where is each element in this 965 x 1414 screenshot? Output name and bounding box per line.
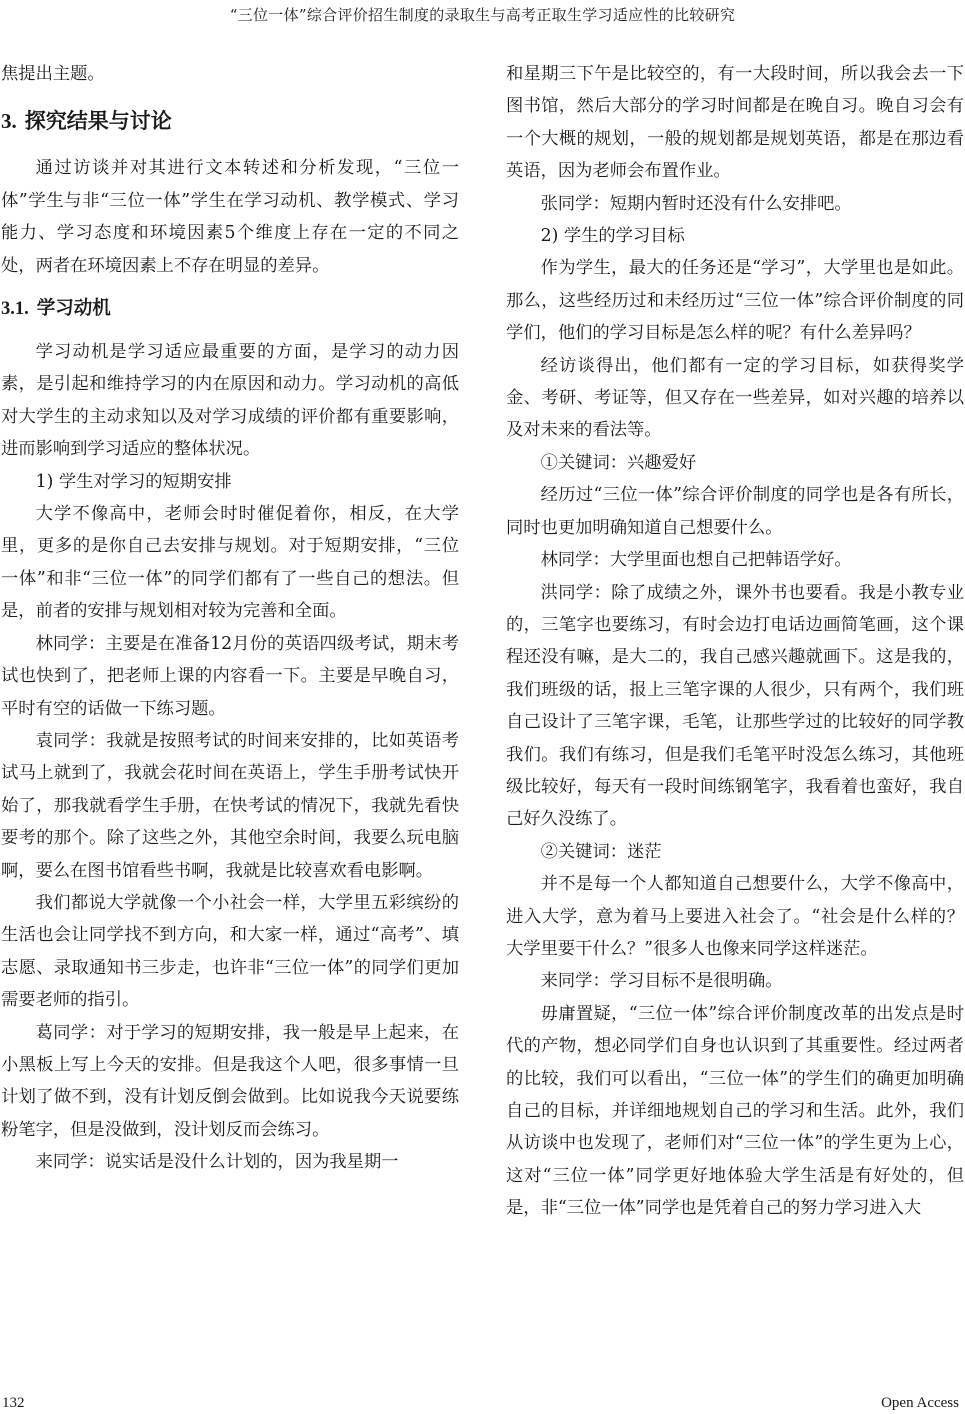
paragraph-interview-lai-start: 来同学：说实话是没什么计划的，因为我星期一 [35, 1152, 399, 1173]
paragraph-interview-zhang: 张同学：短期内暂时还没有什么安排吧。 [540, 193, 852, 214]
subsection-title: 学习动机 [36, 298, 111, 320]
subsection-number: 3.1. [1, 299, 29, 320]
paragraph-society: 我们都说大学就像一个小社会一样，大学里五彩缤纷的生活也会让同学找不到方向，和大家一样，通过“高考”、填志愿、录取通知书三步走，也许非“三位一体”的同学们更加需要老师的指引。 [1, 892, 459, 1011]
paragraph-keyword-interest: 经历过“三位一体”综合评价制度的同学也是各有所长，同时也更加明确知道自己想要什么。 [506, 485, 964, 538]
right-column [506, 58, 964, 1225]
list-item-2: 2) 学生的学习目标 [540, 226, 685, 247]
paragraph-interview-lai-cont: 和星期三下午是比较空的，有一大段时间，所以我会去一下图书馆，然后大部分的学习时间都是在晚自习。晚自习会有一个大概的规划，一般的规划都是规划英语，都是在那边看英语，因为老师会布置作业。 [506, 64, 964, 182]
paragraph-interview-lin: 林同学：主要是在准备12月份的英语四级考试，期末考试也快到了，把老师上课的内容看一下。主要是早晚自习，平时有空的话做一下练习题。 [1, 633, 459, 719]
paragraph-motivation: 学习动机是学习适应最重要的方面，是学习的动力因素，是引起和维持学习的内在原因和动力。学习动机的高低对大学生的主动求知以及对学习成绩的评价都有重要影响，进而影响到学习适应的整体状况。 [1, 342, 459, 460]
section-title: 探究结果与讨论 [24, 109, 172, 134]
paragraph-interview-hong: 洪同学：除了成绩之外，课外书也要看。我是小教专业的，三笔字也要练习，有时会边打电话边画简笔画，这个课程还没有嘛，是大二的，我自己感兴趣就画下。这是我的，我们班级的话，报上三笔字课的人很少，只有两个，我们班自己设计了三笔字课，毛笔，让那些学过的比较好的同学教我们。我们有练习，但是我们毛笔平时没怎么练习，其他班级比较好，每天有一段时间练钢笔字，我看着也蛮好，我自己好久没练了。 [506, 582, 964, 830]
paragraph-interview-yuan: 袁同学：我就是按照考试的时间来安排的，比如英语考试马上就到了，我就会花时间在英语上，学生手册考试快开始了，那我就看学生手册，在快考试的情况下，我就先看快要考的那个。除了这些之外，其他空余时间，我要么玩电脑啊，要么在图书馆看些书啊，我就是比较喜欢看电影啊。 [1, 730, 459, 881]
section-heading-3 [1, 104, 459, 138]
paragraph-continuation: 焦提出主题。 [1, 64, 105, 84]
paragraph-interview-lin-2: 林同学：大学里面也想自己把韩语学好。 [540, 550, 852, 571]
paragraph-goal-findings: 经访谈得出，他们都有一定的学习目标，如获得奖学金、考研、考证等，但又存在一些差异，如对兴趣的培养以及对未来的看法等。 [506, 355, 964, 441]
page-number: 132 [2, 1395, 25, 1411]
running-title: “三位一体”综合评价招生制度的录取生与高考正取生学习适应性的比较研究 [229, 6, 736, 24]
paragraph-interview-lai-2: 来同学：学习目标不是很明确。 [540, 971, 783, 992]
keyword-confusion: ②关键词：迷茫 [540, 841, 662, 862]
paragraph-short-term: 大学不像高中，老师会时时催促着你，相反，在大学里，更多的是你自己去安排与规划。对于短期安排，“三位一体”和非“三位一体”的同学们都有了一些自己的想法。但是，前者的安排与规划相对较为完善和全面。 [1, 504, 459, 622]
keyword-interest: ①关键词：兴趣爱好 [540, 452, 697, 473]
paragraph-keyword-confusion: 并不是每一个人都知道自己想要什么，大学不像高中，进入大学，意为着马上要进入社会了。“社会是什么样的？大学里要干什么？”很多人也像来同学这样迷茫。 [506, 874, 964, 959]
list-item-1: 1) 学生对学习的短期安排 [35, 471, 232, 492]
section-heading-3-1 [1, 294, 459, 324]
journal-label: Open Access [881, 1395, 959, 1411]
paragraph-interview-ge: 葛同学：对于学习的短期安排，我一般是早上起来，在小黑板上写上今天的安排。但是我这个人吧，很多事情一旦计划了做不到，没有计划反倒会做到。比如说我今天说要练粉笔字，但是没做到，没计划反而会练习。 [1, 1022, 459, 1140]
paragraph-intro: 通过访谈并对其进行文本转述和分析发现，“三位一体”学生与非“三位一体”学生在学习动机、教学模式、学习能力、学习态度和环境因素5个维度上存在一定的不同之处，两者在环境因素上不存在明显的差异。 [1, 158, 459, 276]
section-number: 3. [1, 109, 17, 134]
left-column [1, 58, 459, 1179]
paragraph-goal: 作为学生，最大的任务还是“学习”，大学里也是如此。那么，这些经历过和未经历过“三位一体”综合评价制度的同学们，他们的学习目标是怎么样的呢？有什么差异吗？ [506, 258, 964, 344]
paragraph-conclusion: 毋庸置疑，“三位一体”综合评价制度改革的出发点是时代的产物，想必同学们自身也认识到了其重要性。经过两者的比较，我们可以看出，“三位一体”的学生们的确更加明确自己的目标，并详细地规划自己的学习和生活。此外，我们从访谈中也发现了，老师们对“三位一体”的学生更为上心，这对“三位一体”同学更好地体验大学生活是有好处的，但是，非“三位一体”同学也是凭着自己的努力学习进入大 [506, 1003, 964, 1219]
